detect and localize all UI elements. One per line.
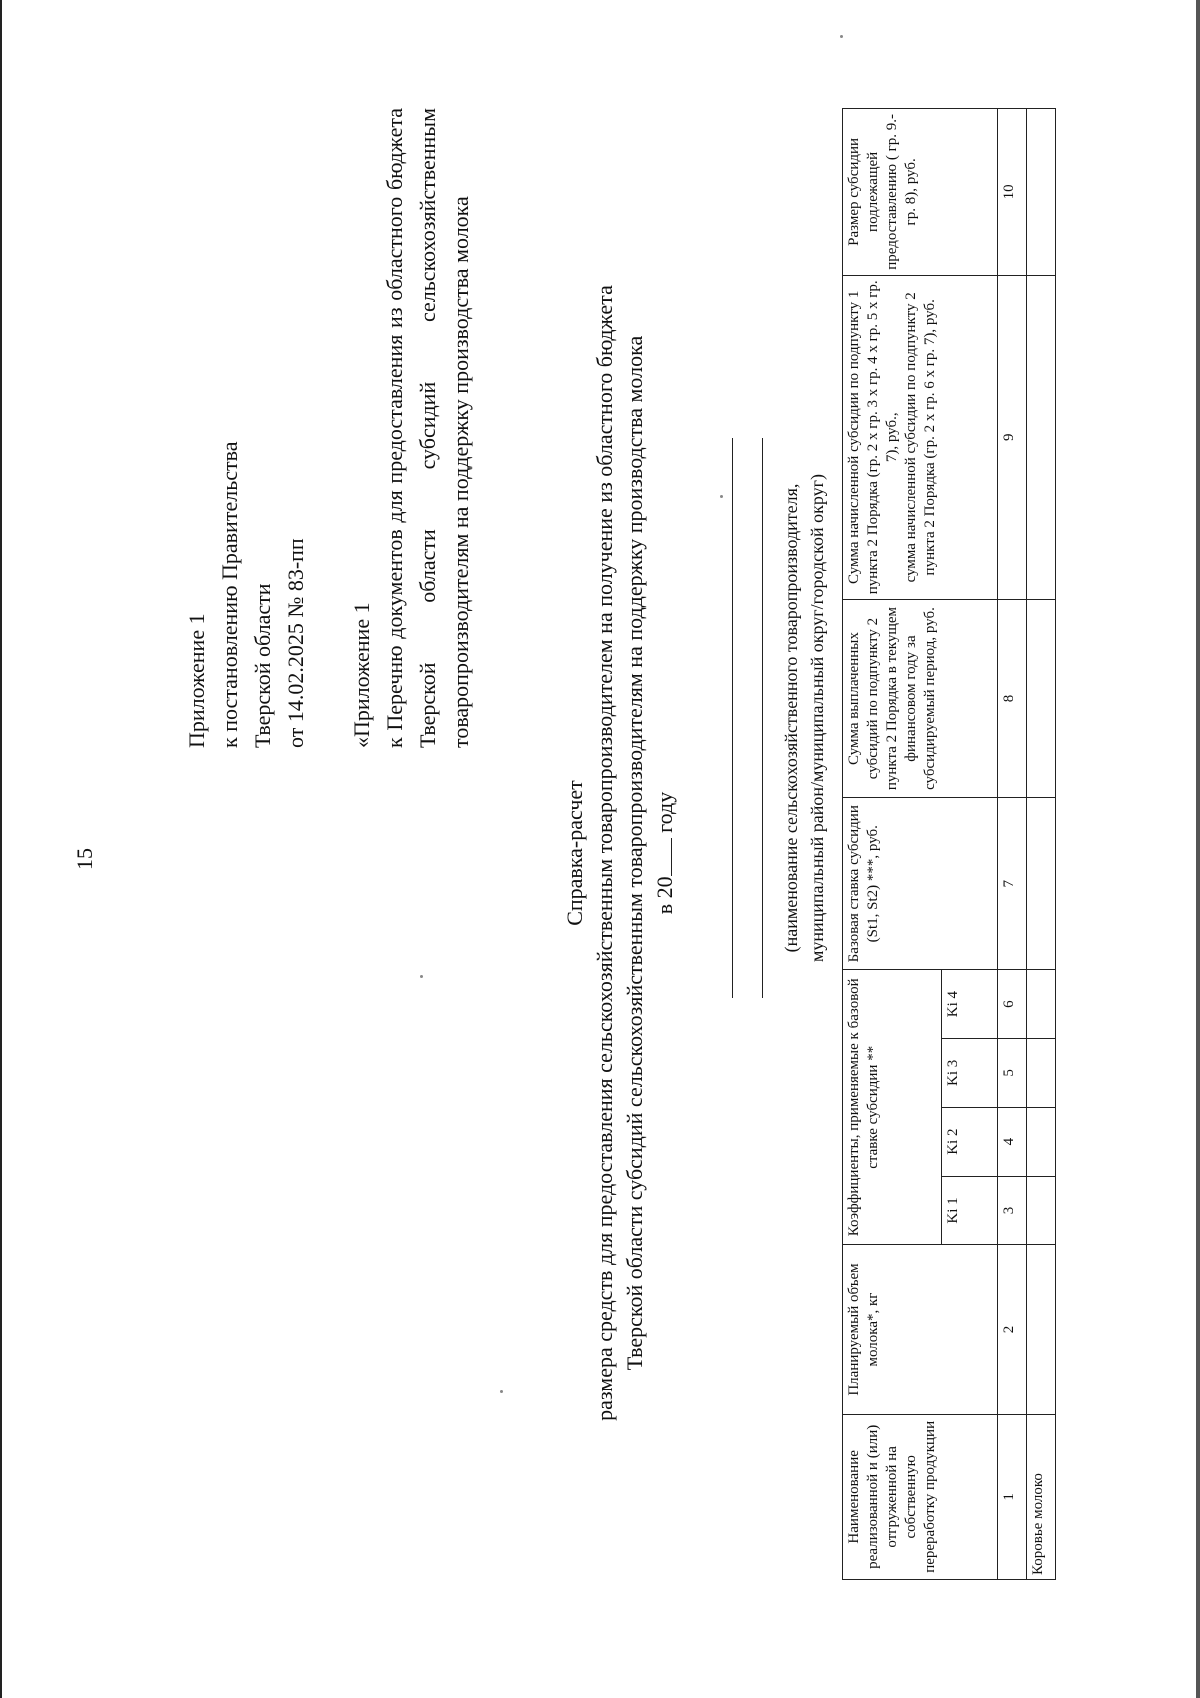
table-cell[interactable] xyxy=(1027,275,1056,599)
column-number: 4 xyxy=(998,1107,1027,1176)
header-accrued-part1: Сумма начисленной субсидии по подпункту 1 пункта 2 Порядка (гр. 2 x гр. 3 x гр. 4 x гр. 5 x гр. 7), руб., xyxy=(846,280,900,595)
page-number: 15 xyxy=(72,848,97,870)
year-prefix: в 20 xyxy=(652,876,677,915)
header-ki1: Ki 1 xyxy=(942,1176,998,1245)
header-product-name: Наименование реализованной и (или) отгруженной на собственную переработку продукции xyxy=(843,1414,998,1579)
column-number: 10 xyxy=(998,109,1027,276)
column-number: 2 xyxy=(998,1245,1027,1414)
header-coefficients: Коэффициенты, применяемые к базовой ставке субсидии ** xyxy=(843,970,942,1245)
header-milk-volume: Планируемый объем молока*, кг xyxy=(843,1245,998,1414)
table-cell[interactable] xyxy=(1027,798,1056,970)
document-title: Справка-расчет xyxy=(562,780,587,926)
inner-appendix xyxy=(345,108,477,748)
column-number-row xyxy=(998,109,1027,1580)
year-blank[interactable] xyxy=(653,838,672,876)
column-number: 8 xyxy=(998,599,1027,797)
table-row xyxy=(1027,109,1056,1580)
table-cell[interactable] xyxy=(1027,1107,1056,1176)
appendix-line: от 14.02.2025 № 83-пп xyxy=(283,538,308,748)
appendix-line: Тверской области xyxy=(250,583,275,748)
header-ki2: Ki 2 xyxy=(942,1107,998,1176)
table-cell[interactable] xyxy=(1027,1176,1056,1245)
inner-appendix-title: «Приложение 1 xyxy=(349,602,374,748)
fill-hint xyxy=(778,438,830,998)
header-paid-subsidies: Сумма выплаченных субсидий по подпункту 2 пункта 2 Порядка в текущем финансовом году за субсидируемый период, руб. xyxy=(843,599,998,797)
header-ki3: Ki 3 xyxy=(942,1039,998,1108)
scan-speck xyxy=(500,1390,503,1393)
producer-name-line-2[interactable] xyxy=(762,438,763,998)
table-cell[interactable] xyxy=(1027,1245,1056,1414)
producer-name-line[interactable] xyxy=(732,438,733,998)
header-subsidy-amount: Размер субсидии подлежащей предоставлению ( гр. 9.- гр. 8), руб. xyxy=(843,109,998,276)
year-suffix: году xyxy=(652,791,677,833)
table-cell[interactable] xyxy=(1027,970,1056,1039)
column-number: 7 xyxy=(998,798,1027,970)
appendix-header xyxy=(180,442,312,748)
column-number: 3 xyxy=(998,1176,1027,1245)
table-cell[interactable] xyxy=(1027,1039,1056,1108)
header-accrued-part2: сумма начисленной субсидии по подпункту 2 пункта 2 Порядка (гр. 2 x гр. 6 x гр. 7), руб. xyxy=(903,292,938,583)
subsidy-table xyxy=(842,108,1056,1580)
scan-speck xyxy=(720,495,723,498)
table-cell[interactable] xyxy=(1027,599,1056,797)
column-number: 6 xyxy=(998,970,1027,1039)
fill-hint-line1: (наименование сельскохозяйственного товаропроизводителя, xyxy=(781,483,801,953)
column-number: 9 xyxy=(998,275,1027,599)
header-ki4: Ki 4 xyxy=(942,970,998,1039)
fill-hint-line2: муниципальный район/муниципальный округ/городской округ) xyxy=(807,473,827,963)
document-title-block xyxy=(560,103,680,1603)
document-subtitle-line2: Тверской области субсидий сельскохозяйственным товаропроизводителям на поддержку производства молока xyxy=(622,335,647,1371)
header-base-rate: Базовая ставка субсидии (St1, St2) ***, руб. xyxy=(843,798,998,970)
appendix-line: Приложение 1 xyxy=(184,613,209,748)
header-accrued-subsidy xyxy=(843,275,998,599)
table-cell[interactable] xyxy=(1027,109,1056,276)
appendix-line: к постановлению Правительства xyxy=(217,441,242,748)
year-line xyxy=(650,103,680,1603)
scan-speck xyxy=(420,975,423,978)
column-number: 1 xyxy=(998,1414,1027,1579)
header-row xyxy=(843,109,942,1580)
row-product-name: Коровье молоко xyxy=(1027,1414,1056,1579)
inner-appendix-text: к Перечню документов для предоставления из областного бюджета Тверской области субсидий сельскохозяйственным товаропроизводителям на поддержку производства молока xyxy=(382,108,473,748)
document-subtitle-line1: размера средств для предоставления сельскохозяйственным товаропроизводителем на получение из областного бюджета xyxy=(592,285,617,1421)
column-number: 5 xyxy=(998,1039,1027,1108)
scan-speck xyxy=(840,35,843,38)
